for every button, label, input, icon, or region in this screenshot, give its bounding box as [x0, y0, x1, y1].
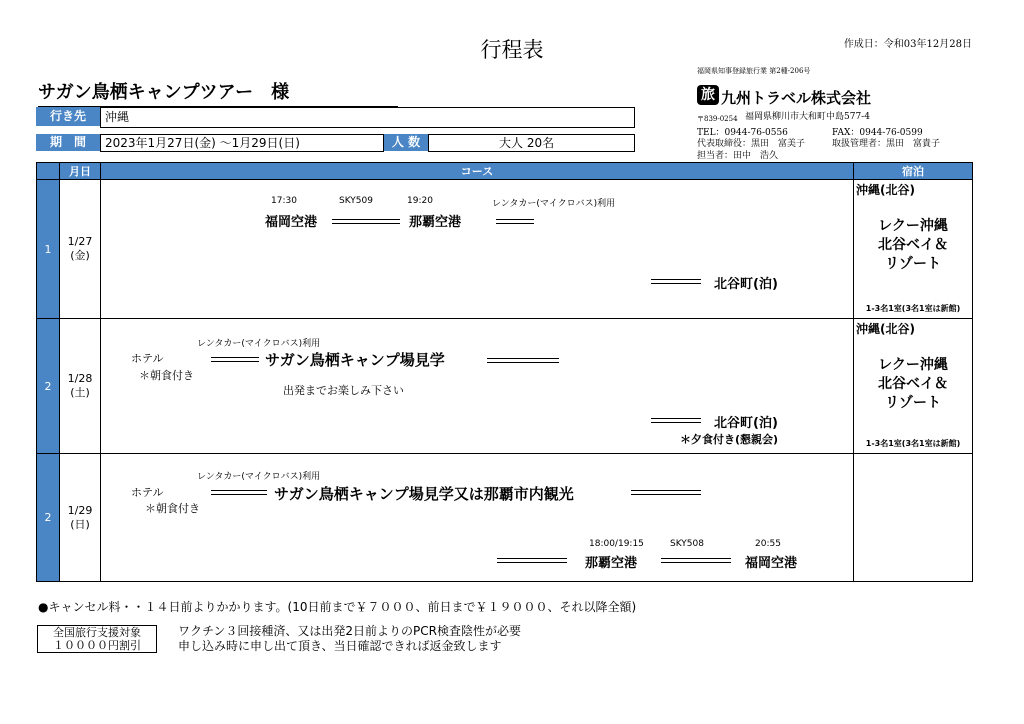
departure-time: 18:00/19:15	[589, 539, 644, 549]
company-tel: TEL：0944-76-0556	[697, 128, 788, 138]
breakfast-note: ＊朝食付き	[139, 369, 194, 382]
from-location: 福岡空港	[265, 215, 318, 230]
route-line	[631, 490, 701, 495]
support-condition-line: 申し込み時に申し出て頂き、当日確認できれば返金致します	[178, 639, 502, 653]
rental-note: レンタカー(マイクロバス)利用	[197, 339, 321, 349]
header-course: コース	[101, 163, 854, 180]
travel-registration: 福岡県知事登録旅行業 第2種-206号	[697, 67, 811, 75]
rental-note: レンタカー(マイクロバス)利用	[197, 472, 321, 482]
route-line	[661, 558, 731, 563]
destination-value: 沖縄	[100, 107, 635, 128]
room-note: 1-3名1室(3名1室は新館)	[865, 439, 961, 448]
weekday: (土)	[70, 386, 90, 399]
people-value: 大人 20名	[428, 134, 635, 152]
stay-area: 沖縄(北谷)	[856, 183, 915, 197]
destination: 北谷町(泊)	[714, 416, 778, 431]
table-row	[37, 180, 973, 319]
route-line	[332, 219, 400, 224]
cancel-policy: ●キャンセル料・・１４日前よりかかります。(10日前まで￥７０００、前日まで￥１９０００、それ以降全額)	[38, 600, 637, 614]
stay-area: 沖縄(北谷)	[856, 322, 915, 336]
travel-support-box	[37, 625, 157, 653]
header-blank	[37, 163, 60, 180]
course-cell	[101, 454, 854, 582]
period-label: 期 間	[36, 134, 100, 151]
flight-number: SKY508	[670, 539, 704, 549]
tour-name: サガン鳥栖キャンプツアー 様	[38, 78, 398, 108]
stay-cell	[854, 454, 973, 582]
activity: サガン鳥栖キャンプ場見学又は那覇市内観光	[274, 485, 574, 503]
company-name: 九州トラベル株式会社	[721, 89, 872, 107]
hotel-name	[854, 356, 972, 413]
route-line	[497, 558, 567, 563]
rental-note: レンタカー(マイクロバス)利用	[492, 199, 616, 209]
date: 1/28	[67, 372, 93, 385]
day-number: 2	[37, 454, 60, 582]
from-location: ホテル	[131, 352, 164, 365]
from-location: ホテル	[131, 486, 164, 499]
day-number: 1	[37, 180, 60, 319]
company-staff: 担当者：田中 浩久	[697, 151, 779, 161]
course-cell	[101, 180, 854, 319]
company-logo: 旅	[697, 85, 719, 105]
date-cell	[60, 454, 101, 582]
support-condition-line: ワクチン３回接種済、又は出発2日前よりのPCR検査陰性が必要	[178, 624, 521, 638]
support-conditions	[178, 624, 521, 654]
arrival-time: 20:55	[755, 539, 781, 549]
hotel-line: レクー沖縄	[878, 218, 948, 234]
company-manager: 取扱管理者：黒田 富貴子	[832, 139, 941, 149]
company-address: 福岡県柳川市大和町中島577-4	[745, 112, 870, 122]
route-line	[211, 357, 259, 362]
weekday: (金)	[70, 249, 90, 262]
to-location: 那覇空港	[409, 215, 462, 230]
day-number: 2	[37, 319, 60, 454]
header-stay: 宿泊	[854, 163, 973, 180]
date: 1/27	[67, 235, 93, 248]
date-cell	[60, 180, 101, 319]
hotel-line: 北谷ベイ＆	[878, 237, 948, 253]
arrival-airport: 福岡空港	[745, 556, 798, 571]
hotel-line: レクー沖縄	[878, 357, 948, 373]
header-date: 月日	[60, 163, 101, 180]
room-note: 1-3名1室(3名1室は新館)	[865, 304, 961, 313]
route-line	[211, 490, 267, 495]
table-row	[37, 454, 973, 582]
activity: サガン鳥栖キャンプ場見学	[265, 351, 445, 369]
route-line	[496, 219, 534, 224]
stay-cell	[854, 180, 973, 319]
company-fax: FAX：0944-76-0599	[832, 128, 923, 138]
flight-number: SKY509	[339, 196, 373, 206]
arrival-time: 19:20	[407, 196, 433, 206]
hotel-line: リゾート	[885, 395, 941, 411]
hotel-line: リゾート	[885, 256, 941, 272]
route-line	[487, 358, 559, 363]
course-cell	[101, 319, 854, 454]
route-line	[651, 279, 701, 284]
created-date: 作成日：令和03年12月28日	[843, 39, 972, 50]
support-line: 全国旅行支援対象	[53, 626, 141, 639]
support-line: １００００円割引	[53, 639, 141, 652]
hotel-line: 北谷ベイ＆	[878, 376, 948, 392]
activity-note: 出発までお楽しみ下さい	[283, 384, 404, 397]
stay-cell	[854, 319, 973, 454]
weekday: (日)	[70, 517, 90, 531]
date-cell	[60, 319, 101, 454]
people-label: 人 数	[384, 134, 428, 151]
date: 1/29	[67, 503, 93, 517]
page-title: 行程表	[480, 38, 544, 62]
breakfast-note: ＊朝食付き	[145, 502, 200, 515]
departure-airport: 那覇空港	[585, 556, 638, 571]
company-postal: 〒839-0254	[697, 115, 738, 123]
destination: 北谷町(泊)	[714, 277, 778, 292]
dinner-note: ＊夕食付き(懇親会)	[680, 433, 779, 446]
itinerary-table	[36, 162, 973, 582]
departure-time: 17:30	[271, 196, 297, 206]
table-row	[37, 319, 973, 454]
hotel-name	[854, 217, 972, 274]
company-representative: 代表取締役：黒田 富美子	[697, 139, 806, 149]
route-line	[651, 418, 701, 423]
period-value: 2023年1月27日(金) ～1月29日(日)	[100, 134, 384, 152]
destination-label: 行き先	[36, 107, 100, 126]
